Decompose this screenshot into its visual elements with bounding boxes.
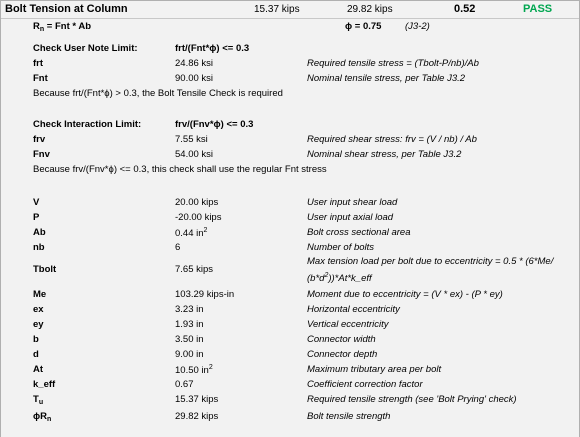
param-value: 1.93 in: [175, 319, 204, 330]
param-description: Connector width: [307, 334, 376, 345]
param-row: [1, 71, 579, 87]
param-value: 7.65 kips: [175, 264, 214, 275]
param-value: 7.55 ksi: [175, 134, 208, 145]
param-label: At: [33, 364, 44, 375]
interaction-heading: Check Interaction Limit:: [33, 119, 142, 130]
param-row: [1, 362, 579, 378]
demand-value: 15.37 kips: [254, 4, 300, 15]
param-label: $T_u$: [33, 394, 44, 406]
param-value: 3.23 in: [175, 304, 204, 315]
param-description: Nominal tensile stress, per Table J3.2: [307, 73, 466, 84]
param-description: Coefficient correction factor: [307, 379, 423, 390]
param-description: User input axial load: [307, 212, 394, 223]
param-label: Tbolt: [33, 264, 57, 275]
param-description: Required tensile stress = (Tbolt-P/nb)/Ab: [307, 58, 479, 69]
user-note-heading-row: [1, 41, 579, 57]
param-label: frv: [33, 134, 46, 145]
formula-row: [1, 19, 579, 35]
param-value: 103.29 kips-in: [175, 289, 235, 300]
param-description: Moment due to eccentricity = (V * ex) - (P * ey): [307, 289, 503, 300]
param-description: Required tensile strength (see 'Bolt Prying' check): [307, 394, 517, 405]
param-label: Fnv: [33, 149, 50, 160]
param-row: [1, 347, 579, 363]
param-description: Horizontal eccentricity: [307, 304, 400, 315]
param-label: P: [33, 212, 40, 223]
param-row: [1, 302, 579, 318]
conclusion-row: [1, 162, 579, 178]
param-row: [1, 317, 579, 333]
param-value: 10.50 $in^2$: [175, 364, 213, 376]
param-row: [1, 240, 579, 256]
param-label: ey: [33, 319, 44, 330]
phi-factor: ϕ = 0.75: [345, 21, 382, 32]
summary-header-row: [1, 1, 579, 19]
param-value: 24.86 ksi: [175, 58, 214, 69]
param-value: 6: [175, 242, 181, 253]
param-description: Vertical eccentricity: [307, 319, 389, 330]
param-description: Maximum tributary area per bolt: [307, 364, 442, 375]
param-description: User input shear load: [307, 197, 398, 208]
param-label: d: [33, 349, 39, 360]
param-description: Required shear stress: frv = (V / nb) / Ab: [307, 134, 477, 145]
param-label: Fnt: [33, 73, 48, 84]
param-label: b: [33, 334, 39, 345]
param-description: Bolt cross sectional area: [307, 227, 411, 238]
param-row: [1, 377, 579, 393]
param-label: ex: [33, 304, 44, 315]
param-label: Me: [33, 289, 47, 300]
param-value: 9.00 in: [175, 349, 204, 360]
param-value: 15.37 kips: [175, 394, 219, 405]
param-value: 54.00 ksi: [175, 149, 214, 160]
param-label: $\phi R_n$: [33, 411, 52, 423]
param-description: Bolt tensile strength: [307, 411, 391, 422]
user-note-conclusion: Because frt/(Fnt*ϕ) > 0.3, the Bolt Tensile Check is required: [33, 88, 283, 99]
equation-reference: (J3-2): [405, 21, 430, 32]
param-label: k_eff: [33, 379, 56, 390]
capacity-value: 29.82 kips: [347, 4, 393, 15]
param-row: [1, 392, 579, 408]
param-description: Connector depth: [307, 349, 378, 360]
param-value: 0.44 $in^2$: [175, 227, 208, 239]
param-row: [1, 132, 579, 148]
param-row: [1, 195, 579, 211]
param-row: [1, 56, 579, 72]
interaction-heading-row: [1, 117, 579, 133]
rn-formula: $R_n$ = Fnt * Ab: [33, 21, 92, 33]
param-value: 20.00 kips: [175, 197, 219, 208]
param-label: Ab: [33, 227, 46, 238]
param-description: Nominal shear stress, per Table J3.2: [307, 149, 462, 160]
user-note-expression: frt/(Fnt*ϕ) <= 0.3: [175, 43, 250, 54]
param-row: [1, 409, 579, 425]
param-row: [1, 210, 579, 226]
param-value: 0.67: [175, 379, 194, 390]
param-row: [1, 287, 579, 303]
ratio-value: 0.52: [454, 3, 476, 15]
param-row: [1, 255, 579, 285]
status-badge: PASS: [523, 3, 553, 15]
param-row: [1, 147, 579, 163]
param-value: 90.00 ksi: [175, 73, 214, 84]
param-label: V: [33, 197, 40, 208]
user-note-heading: Check User Note Limit:: [33, 43, 138, 54]
param-value: 29.82 kips: [175, 411, 219, 422]
param-description: Number of bolts: [307, 242, 375, 253]
param-label: frt: [33, 58, 44, 69]
details-panel: [1, 19, 579, 437]
interaction-conclusion: Because frv/(Fnv*ϕ) <= 0.3, this check shall use the regular Fnt stress: [33, 164, 327, 175]
param-row: [1, 225, 579, 241]
param-label: nb: [33, 242, 45, 253]
check-title: Bolt Tension at Column: [5, 3, 128, 15]
interaction-expression: frv/(Fnv*ϕ) <= 0.3: [175, 119, 254, 130]
param-value: 3.50 in: [175, 334, 204, 345]
conclusion-row: [1, 86, 579, 102]
param-description: Max tension load per bolt due to eccentricity = 0.5 * (6*Me/ $(b*d^2))*At*k\_eff$: [307, 256, 554, 284]
param-value: -20.00 kips: [175, 212, 222, 223]
param-row: [1, 332, 579, 348]
